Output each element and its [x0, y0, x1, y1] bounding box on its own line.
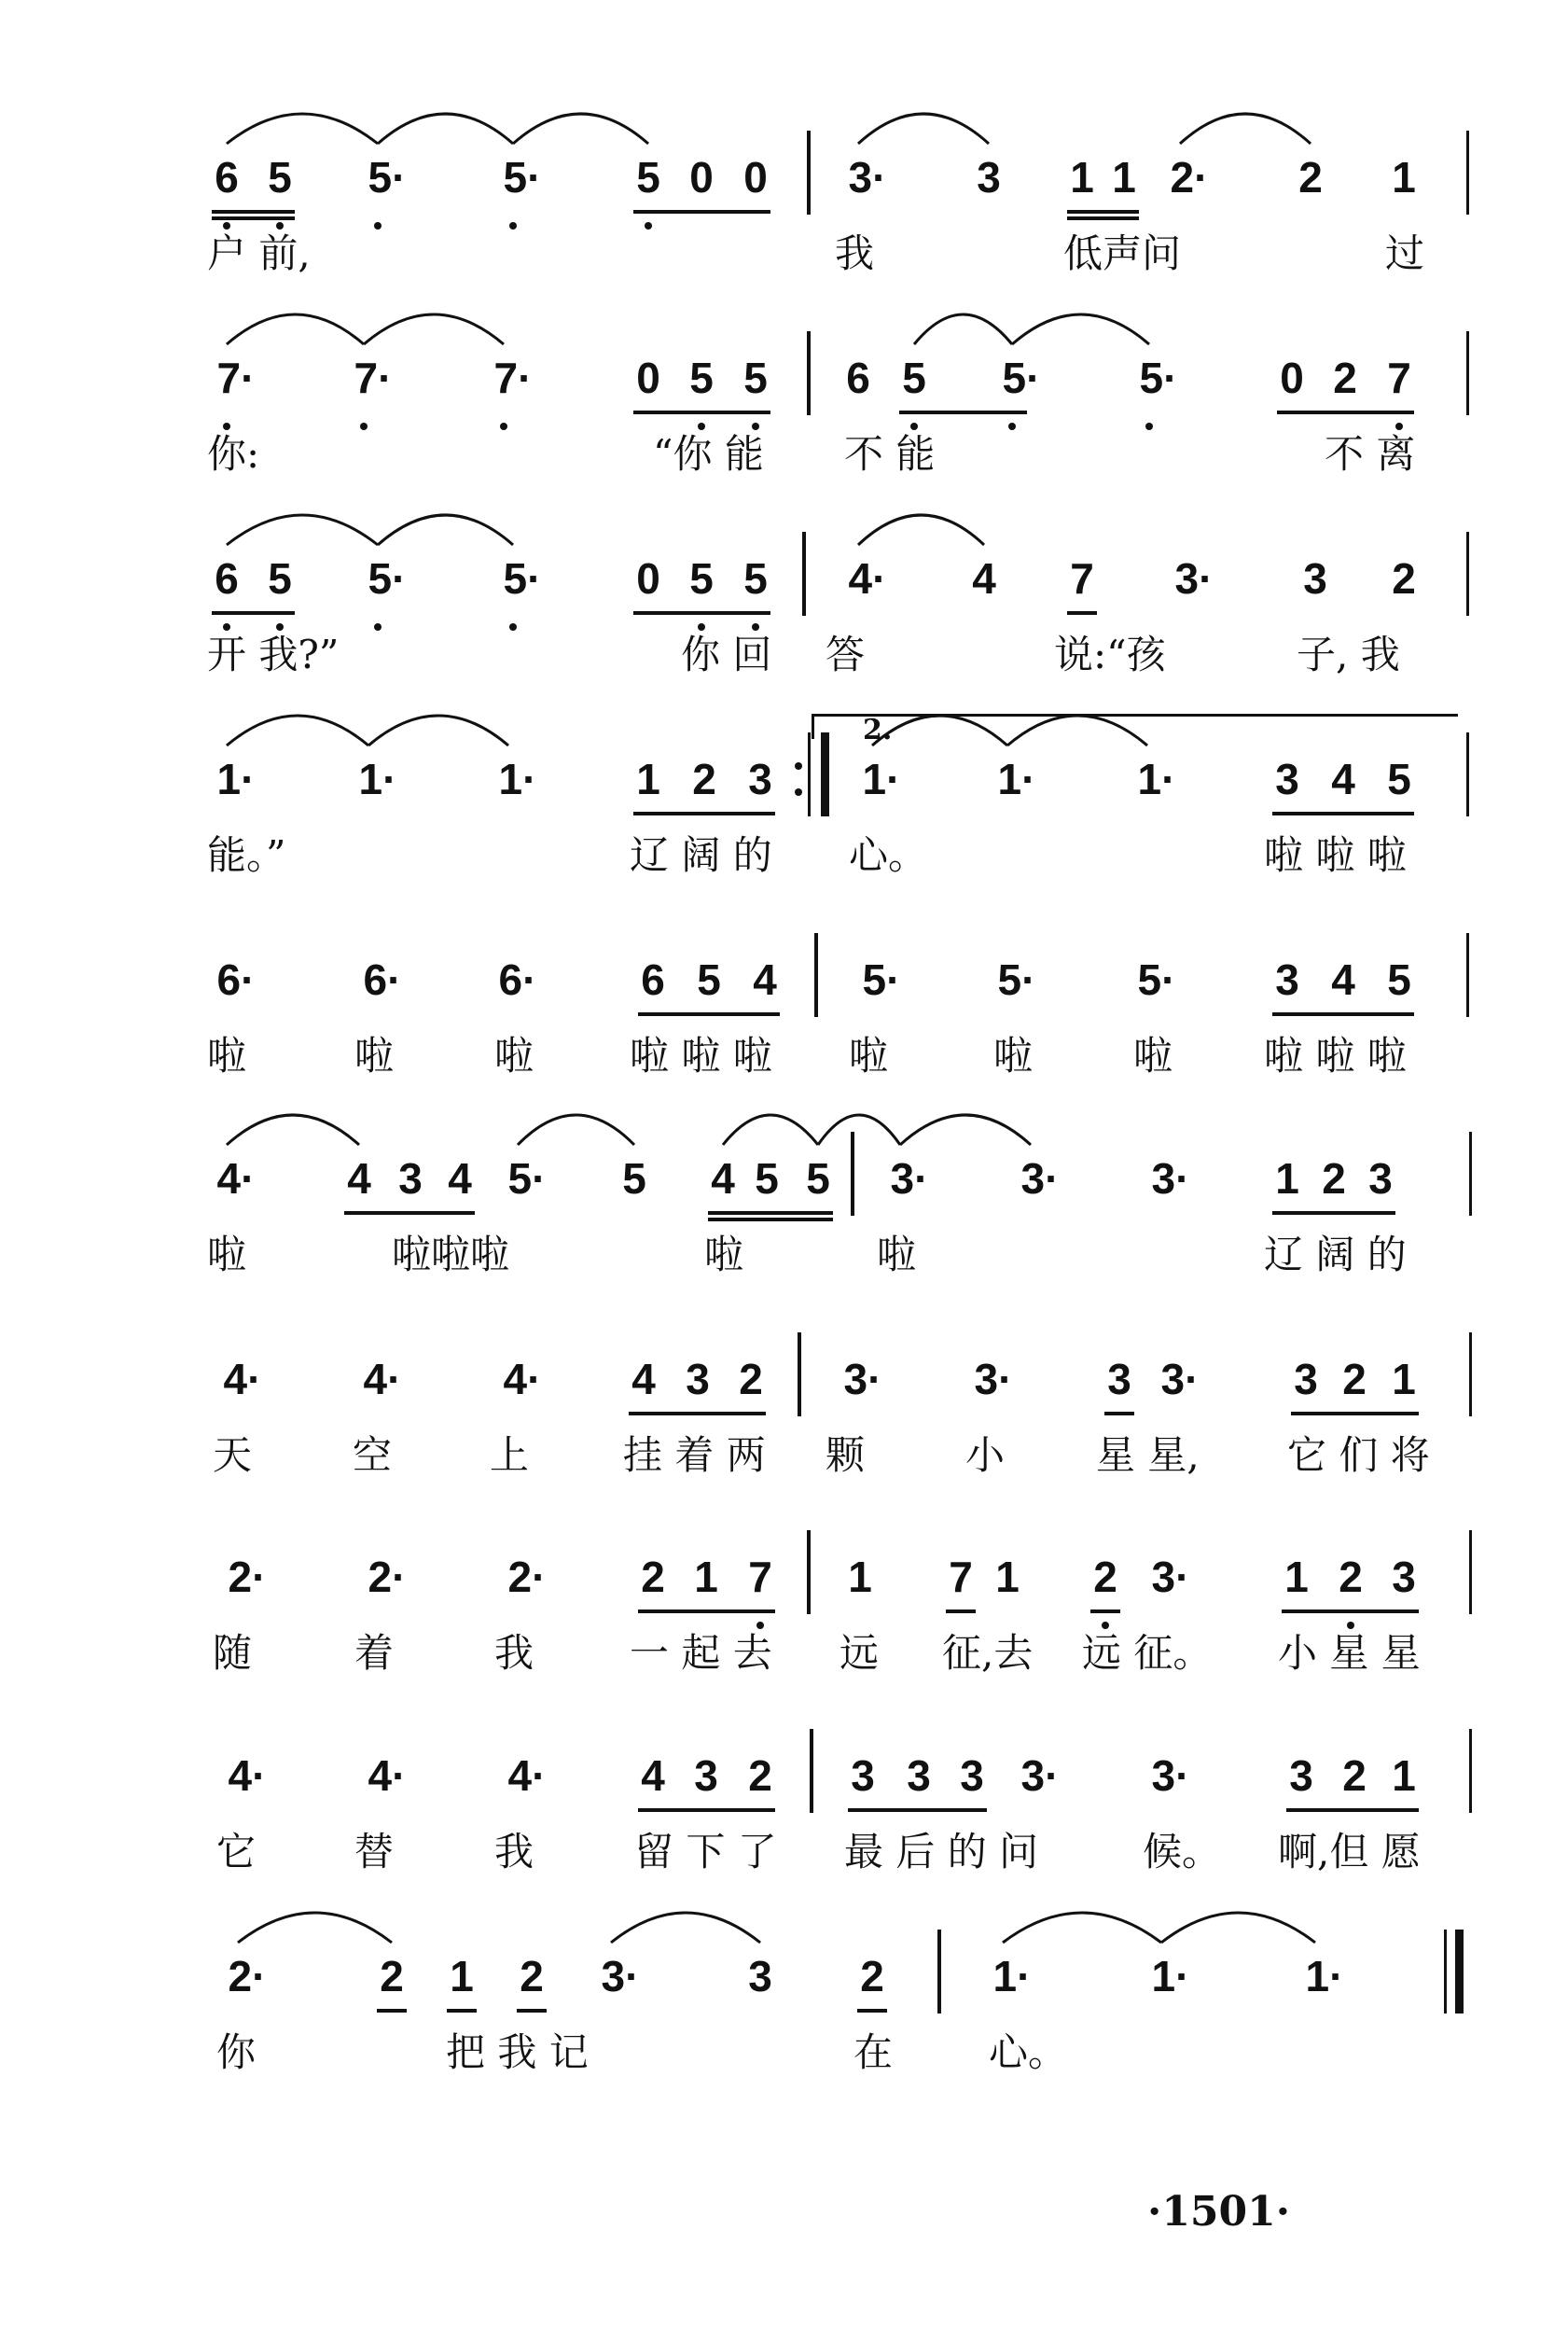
note: 1· [358, 755, 397, 803]
beam-underline [708, 1218, 833, 1221]
beam-underline [212, 611, 295, 615]
slur [227, 314, 364, 344]
note: 5 [622, 1154, 646, 1203]
low-octave-dot [1102, 1622, 1109, 1629]
beam-underline [1067, 611, 1097, 615]
note: 5· [507, 1154, 547, 1203]
beam-underline [633, 812, 775, 815]
beam-underline [1282, 1609, 1419, 1613]
note: 4 [631, 1355, 656, 1403]
lyric-text: 最 后 的 问 [844, 1829, 1039, 1874]
slur [518, 1115, 634, 1145]
low-octave-dot [276, 623, 284, 631]
note: 2 [748, 1751, 772, 1800]
beam-underline [638, 1609, 775, 1613]
note: 6 [846, 354, 870, 402]
lyric-text: “你 能 [653, 431, 764, 477]
beam-underline [629, 1412, 766, 1415]
low-octave-dot [1145, 423, 1153, 430]
note: 5· [1137, 955, 1176, 1004]
note: 1 [1275, 1154, 1299, 1203]
low-octave-dot [500, 423, 507, 430]
slur [914, 314, 1012, 344]
note: 5 [755, 1154, 779, 1203]
note: 2· [228, 1952, 267, 2000]
beam-underline [857, 2009, 887, 2013]
barline [814, 933, 818, 1017]
note: 5 [1387, 755, 1411, 803]
note: 1· [1137, 755, 1176, 803]
note: 5 [689, 554, 714, 603]
note: 0 [689, 153, 714, 202]
lyric-text: 着 [354, 1630, 395, 1676]
slur [378, 515, 513, 545]
note: 1· [997, 755, 1036, 803]
note: 2 [1322, 1154, 1346, 1203]
lyric-text: 低声问 [1063, 230, 1182, 276]
beam-underline [1277, 411, 1414, 414]
beam-underline [899, 411, 1027, 414]
lyric-text: 啦 [207, 1033, 247, 1079]
note: 5· [862, 955, 901, 1004]
slur [611, 1913, 760, 1943]
note: 3 [1289, 1751, 1313, 1800]
note: 1 [694, 1553, 718, 1601]
barline [802, 532, 806, 616]
note: 4 [347, 1154, 371, 1203]
note: 3 [694, 1751, 718, 1800]
lyric-text: 我 [494, 1829, 534, 1874]
note: 7· [493, 354, 533, 402]
slur [1161, 1913, 1315, 1943]
lyric-text: 征,去 [942, 1630, 1034, 1676]
note: 3 [1303, 554, 1327, 603]
note: 1 [450, 1952, 474, 2000]
lyric-text: 啦 [1133, 1033, 1173, 1079]
lyric-text: 啦 啦 啦 [630, 1033, 772, 1079]
note: 0 [743, 153, 768, 202]
beam-underline [638, 1012, 780, 1016]
note: 2 [520, 1952, 544, 2000]
note: 3 [1294, 1355, 1318, 1403]
beam-underline [517, 2009, 547, 2013]
note: 2· [368, 1553, 407, 1601]
note: 5· [1002, 354, 1041, 402]
note: 3· [1151, 1751, 1190, 1800]
lyric-text: 啦 [877, 1232, 917, 1277]
note: 3 [1107, 1355, 1131, 1403]
lyric-text: 啦 [494, 1033, 534, 1079]
slur [227, 515, 378, 545]
note: 3 [686, 1355, 710, 1403]
beam-underline [633, 611, 770, 615]
note: 3 [1275, 755, 1299, 803]
note: 3· [843, 1355, 882, 1403]
note: 1· [1151, 1952, 1190, 2000]
note: 5· [368, 153, 407, 202]
beam-underline [1272, 1012, 1414, 1016]
lyric-text: 我 [494, 1630, 534, 1676]
barline [810, 1729, 813, 1813]
low-octave-dot [910, 423, 918, 430]
note: 0 [636, 554, 660, 603]
barline [807, 131, 811, 215]
second-ending-label: 2. [863, 714, 893, 746]
lyric-text: 星 星, [1096, 1432, 1200, 1478]
low-octave-dot [1395, 423, 1403, 430]
note: 1 [1392, 1355, 1416, 1403]
note: 4· [368, 1751, 407, 1800]
barline-end [1466, 532, 1469, 616]
barline [851, 1132, 854, 1216]
lyric-text: 小 [965, 1432, 1006, 1478]
beam-underline [633, 210, 770, 214]
note: 2 [739, 1355, 763, 1403]
note: 7· [216, 354, 256, 402]
barline-end [1469, 1729, 1472, 1813]
barline-end [1469, 1530, 1472, 1614]
barline-end [1466, 331, 1469, 415]
beam-underline [212, 210, 295, 214]
note: 3· [601, 1952, 640, 2000]
low-octave-dot [223, 423, 230, 430]
note: 3 [907, 1751, 931, 1800]
note: 5 [268, 554, 292, 603]
lyric-text: 它 们 将 [1287, 1432, 1430, 1478]
note: 2 [860, 1952, 884, 2000]
beam-underline [1286, 1808, 1419, 1812]
note: 2 [1342, 1751, 1367, 1800]
note: 3 [1392, 1553, 1416, 1601]
note: 2 [641, 1553, 665, 1601]
note: 7 [748, 1553, 772, 1601]
low-octave-dot [276, 222, 284, 230]
lyric-text: 你: [207, 431, 260, 477]
barline-end [1469, 1132, 1472, 1216]
lyric-text: 说:“孩 [1054, 632, 1166, 677]
lyric-text: 心。 [849, 832, 928, 878]
lyric-text: 把 我 记 [446, 2029, 589, 2075]
note: 4 [711, 1154, 735, 1203]
note: 4 [972, 554, 996, 603]
final-barline-thick [1455, 1930, 1464, 2014]
lyric-text: 辽 阔 的 [1264, 1232, 1407, 1277]
lyric-text: 户 前, [207, 230, 311, 276]
beam-underline [344, 1211, 475, 1215]
repeat-dot [795, 762, 802, 770]
lyric-text: 啦 [704, 1232, 744, 1277]
beam-underline [638, 1808, 775, 1812]
low-octave-dot [756, 1622, 764, 1629]
note: 2· [507, 1553, 547, 1601]
note: 1· [1305, 1952, 1344, 2000]
barline-end [1466, 732, 1469, 816]
note: 3 [748, 755, 772, 803]
note: 1· [498, 755, 537, 803]
beam-underline [946, 1609, 976, 1613]
note: 4· [223, 1355, 262, 1403]
note: 1 [1392, 153, 1416, 202]
note: 6 [641, 955, 665, 1004]
low-octave-dot [223, 623, 230, 631]
note: 3· [1151, 1553, 1190, 1601]
barline [807, 331, 811, 415]
note: 2 [1333, 354, 1357, 402]
lyric-text: 辽 阔 的 [630, 832, 772, 878]
lyric-text: 天 [213, 1432, 253, 1478]
note: 5 [743, 354, 768, 402]
low-octave-dot [509, 222, 517, 230]
lyric-text: 一 起 去 [630, 1630, 772, 1676]
note: 2 [692, 755, 716, 803]
slur [1003, 1913, 1161, 1943]
low-octave-dot [509, 623, 517, 631]
note: 3· [1020, 1154, 1060, 1203]
low-octave-dot [752, 623, 759, 631]
lyric-text: 啦 [354, 1033, 395, 1079]
lyric-text: 你 [216, 2029, 257, 2075]
slur [227, 114, 378, 144]
note: 0 [636, 354, 660, 402]
beam-underline [1104, 1412, 1134, 1415]
note: 3 [1368, 1154, 1393, 1203]
barline-end [1466, 131, 1469, 215]
note: 4· [216, 1154, 256, 1203]
note: 4· [503, 1355, 542, 1403]
note: 4 [1331, 955, 1355, 1004]
note: 1 [1112, 153, 1136, 202]
low-octave-dot [223, 222, 230, 230]
note: 3· [1020, 1751, 1060, 1800]
beam-underline [1090, 1609, 1120, 1613]
note: 4 [641, 1751, 665, 1800]
slur [1012, 314, 1149, 344]
note: 4 [448, 1154, 472, 1203]
slur [227, 1115, 359, 1145]
note: 3 [398, 1154, 423, 1203]
note: 7· [354, 354, 393, 402]
lyric-text: 空 [353, 1432, 393, 1478]
note: 1 [995, 1553, 1020, 1601]
beam-underline [212, 216, 295, 220]
lyric-text: 远 征。 [1082, 1630, 1213, 1676]
note: 2 [1093, 1553, 1117, 1601]
barline-end [1469, 1332, 1472, 1416]
beam-underline [633, 411, 770, 414]
barline [807, 1530, 811, 1614]
slur [378, 114, 513, 144]
note: 4 [1331, 755, 1355, 803]
note: 5 [902, 354, 926, 402]
low-octave-dot [1347, 1622, 1354, 1629]
note: 1 [1392, 1751, 1416, 1800]
note: 3· [974, 1355, 1013, 1403]
note: 4· [507, 1751, 547, 1800]
slur [858, 515, 984, 545]
note: 3· [848, 153, 887, 202]
note: 2 [1298, 153, 1323, 202]
note: 2· [1170, 153, 1209, 202]
low-octave-dot [1008, 423, 1016, 430]
note: 4· [228, 1751, 267, 1800]
note: 5 [697, 955, 721, 1004]
lyric-text: 不 能 [844, 431, 936, 477]
note: 7 [1387, 354, 1411, 402]
note: 6· [498, 955, 537, 1004]
note: 3 [748, 1952, 772, 2000]
low-octave-dot [374, 623, 382, 631]
note: 4· [363, 1355, 402, 1403]
page-number: ·1501· [1147, 2188, 1291, 2236]
note: 2 [1392, 554, 1416, 603]
lyric-text: 啦 [207, 1232, 247, 1277]
note: 3· [1151, 1154, 1190, 1203]
slur [818, 1115, 900, 1145]
note: 7 [949, 1553, 973, 1601]
note: 5 [1387, 955, 1411, 1004]
final-barline-thin [1444, 1930, 1447, 2014]
note: 3 [851, 1751, 875, 1800]
note: 6 [215, 153, 239, 202]
note: 5· [1139, 354, 1178, 402]
note: 2· [228, 1553, 267, 1601]
note: 7 [1070, 554, 1094, 603]
slur [513, 114, 648, 144]
lyric-text: 颗 [826, 1432, 866, 1478]
lyric-text: 啦 [849, 1033, 889, 1079]
beam-underline [708, 1211, 833, 1215]
low-octave-dot [360, 423, 368, 430]
lyric-text: 不 离 [1325, 431, 1416, 477]
lyric-text: 远 [840, 1630, 880, 1676]
note: 1· [216, 755, 256, 803]
note: 5· [368, 554, 407, 603]
beam-underline [848, 1808, 987, 1812]
note: 4 [753, 955, 777, 1004]
note: 5 [806, 1154, 830, 1203]
lyric-text: 上 [490, 1432, 530, 1478]
note: 5 [268, 153, 292, 202]
beam-underline [1067, 216, 1139, 220]
note: 6 [215, 554, 239, 603]
note: 1 [1070, 153, 1094, 202]
repeat-dot [795, 788, 802, 796]
slur [900, 1115, 1031, 1145]
lyric-text: 开 我?” [207, 632, 340, 677]
note: 3· [1174, 554, 1214, 603]
lyric-text: 啊,但 愿 [1278, 1829, 1421, 1874]
note: 2 [1342, 1355, 1367, 1403]
note: 4· [848, 554, 887, 603]
note: 5 [636, 153, 660, 202]
note: 3 [977, 153, 1001, 202]
note: 1 [848, 1553, 872, 1601]
note: 1 [636, 755, 660, 803]
lyric-text: 留 下 了 [634, 1829, 777, 1874]
lyric-text: 替 [354, 1829, 395, 1874]
lyric-text: 我 [835, 230, 875, 276]
barline [798, 1332, 801, 1416]
note: 2 [380, 1952, 404, 2000]
beam-underline [1272, 1211, 1395, 1215]
low-octave-dot [752, 423, 759, 430]
lyric-text: 它 [216, 1829, 257, 1874]
slur [238, 1913, 392, 1943]
low-octave-dot [698, 623, 705, 631]
second-ending-bracket [812, 714, 1458, 739]
repeat-barline-thick [821, 732, 829, 816]
slur [858, 114, 989, 144]
slur [1180, 114, 1311, 144]
note: 3 [1275, 955, 1299, 1004]
lyric-text: 挂 着 两 [623, 1432, 766, 1478]
lyric-text: 过 [1385, 230, 1425, 276]
beam-underline [1272, 812, 1414, 815]
lyric-text: 你 回 [681, 632, 772, 677]
note: 6· [216, 955, 256, 1004]
note: 3· [1160, 1355, 1200, 1403]
slur [227, 716, 368, 745]
lyric-text: 子, 我 [1297, 632, 1400, 677]
lyric-text: 啦啦啦 [392, 1232, 510, 1277]
lyric-text: 心。 [989, 2029, 1068, 2075]
note: 3· [890, 1154, 929, 1203]
slur [368, 716, 508, 745]
lyric-text: 能。” [207, 832, 286, 878]
note: 3 [960, 1751, 984, 1800]
note: 1 [1284, 1553, 1309, 1601]
low-octave-dot [374, 222, 382, 230]
lyric-text: 啦 啦 啦 [1264, 1033, 1407, 1079]
beam-underline [377, 2009, 407, 2013]
lyric-text: 答 [826, 632, 866, 677]
note: 2 [1339, 1553, 1363, 1601]
lyric-text: 啦 啦 啦 [1264, 832, 1407, 878]
slur [364, 314, 504, 344]
note: 6· [363, 955, 402, 1004]
repeat-barline-thin [808, 732, 811, 816]
lyric-text: 候。 [1143, 1829, 1222, 1874]
note: 1· [862, 755, 901, 803]
beam-underline [1067, 210, 1139, 214]
note: 5 [689, 354, 714, 402]
lyric-text: 随 [213, 1630, 253, 1676]
lyric-text: 在 [853, 2029, 894, 2075]
barline [937, 1930, 941, 2014]
note: 5 [743, 554, 768, 603]
lyric-text: 啦 [993, 1033, 1034, 1079]
barline-end [1466, 933, 1469, 1017]
beam-underline [447, 2009, 477, 2013]
note: 0 [1280, 354, 1304, 402]
lyric-text: 小 星 星 [1278, 1630, 1421, 1676]
beam-underline [1291, 1412, 1419, 1415]
low-octave-dot [645, 222, 652, 230]
note: 5· [997, 955, 1036, 1004]
slur [723, 1115, 818, 1145]
note: 1· [992, 1952, 1032, 2000]
low-octave-dot [698, 423, 705, 430]
note: 5· [503, 554, 542, 603]
note: 5· [503, 153, 542, 202]
